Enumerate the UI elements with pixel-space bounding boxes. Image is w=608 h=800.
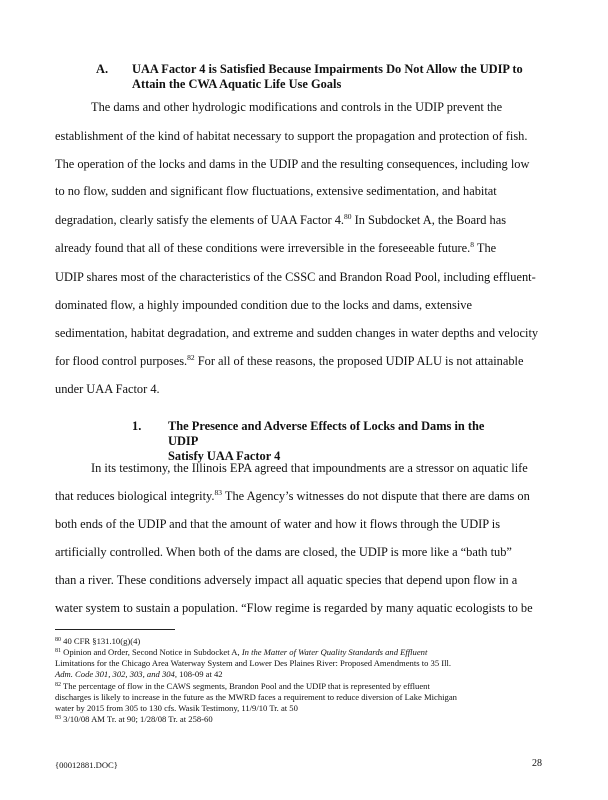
text-segment: that reduces biological integrity. — [55, 489, 215, 503]
footnote-text-italic: Limitations for the Chicago Area Waterway System and Lower Des Plaines River: Proposed Amendments to 35 Ill. — [55, 658, 452, 668]
footnote-80 — [55, 636, 140, 646]
text-segment: In Subdocket A, the Board has — [351, 213, 507, 227]
text-line: under UAA Factor 4. — [55, 382, 160, 396]
footnote-text: Opinion and Order, Second Notice in Subdocket A, — [61, 647, 242, 657]
section-number: A. — [96, 62, 109, 76]
page-number: 28 — [532, 758, 542, 769]
text-line: establishment of the kind of habitat necessary to support the propagation and protection of fish. — [55, 129, 528, 143]
section-title-line: Attain the CWA Aquatic Life Use Goals — [132, 77, 342, 91]
footnote-mark: 80 — [55, 637, 61, 643]
text-line: than a river. These conditions adversely impact all aquatic species that depend upon flow in a — [55, 573, 518, 587]
text-line: dominated flow, a highly impounded condition due to the locks and dams, extensive — [55, 298, 472, 312]
text-line: to no flow, sudden and significant flow fluctuations, extensive sedimentation, and habitat — [55, 184, 497, 198]
text-segment: already found that all of these conditions were irreversible in the foreseeable future. — [55, 241, 471, 255]
text-line: water system to sustain a population. “Flow regime is regarded by many aquatic ecologists to be — [55, 601, 533, 615]
subsection-number: 1. — [132, 419, 142, 433]
text-line: The operation of the locks and dams in the UDIP and the resulting consequences, including low — [55, 157, 530, 171]
footnote-text: , 108-09 at 42 — [174, 669, 223, 679]
text-line: UDIP shares most of the characteristics of the CSSC and Brandon Road Pool, including effluent- — [55, 270, 536, 284]
footnote-text-italic: In the Matter of Water Quality Standards and Effluent — [241, 647, 428, 657]
subsection-title-line: Satisfy UAA Factor 4 — [168, 449, 281, 463]
footnote-text: The percentage of flow in the CAWS segments, Brandon Pool and the UDIP that is represented by effluent — [61, 681, 430, 691]
footnote-text: 3/10/08 AM Tr. at 90; 1/28/08 Tr. at 258-60 — [61, 714, 213, 724]
footnote-text: water by 2015 from 305 to 130 cfs. Wasik Testimony, 11/9/10 Tr. at 50 — [55, 703, 298, 713]
text-line — [55, 241, 496, 255]
footnote-mark: 83 — [55, 715, 61, 721]
footnote-mark: 81 — [55, 648, 61, 654]
footnote-83 — [55, 714, 213, 724]
subsection-title-line: The Presence and Adverse Effects of Locks and Dams in the UDIP — [168, 419, 485, 448]
text-segment: The — [474, 241, 497, 255]
footnote-text — [55, 669, 223, 679]
text-line: The dams and other hydrologic modifications and controls in the UDIP prevent the — [91, 100, 503, 114]
text-line: artificially controlled. When both of the dams are closed, the UDIP is more like a “bath tub” — [55, 545, 512, 559]
text-segment: for flood control purposes. — [55, 354, 188, 368]
footnote-text: discharges is likely to increase in the future as the MWRD faces a requirement to reduce diversion of Lake Michigan — [55, 692, 457, 702]
footnote-81 — [55, 647, 427, 657]
footnote-82 — [55, 681, 430, 691]
text-line: both ends of the UDIP and that the amount of water and how it flows through the UDIP is — [55, 517, 501, 531]
footnote-text-italic: Adm. Code 301, 302, 303, and 304 — [55, 669, 175, 679]
text-segment: The Agency’s witnesses do not dispute that there are dams on — [222, 489, 530, 503]
text-line: sedimentation, habitat degradation, and extreme and sudden changes in water depths and velocity — [55, 326, 539, 340]
text-line — [55, 489, 530, 503]
text-segment: degradation, clearly satisfy the elements of UAA Factor 4. — [55, 213, 345, 227]
text-line — [55, 354, 524, 368]
text-line: In its testimony, the Illinois EPA agreed that impoundments are a stressor on aquatic life — [91, 461, 528, 475]
footnote-ref[interactable]: 82 — [187, 353, 195, 362]
document-id: {00012881.DOC} — [55, 760, 118, 770]
text-line — [55, 213, 506, 227]
footnote-ref[interactable]: 80 — [344, 212, 352, 221]
text-segment: For all of these reasons, the proposed UDIP ALU is not attainable — [194, 354, 524, 368]
footnote-separator — [55, 629, 175, 630]
footnote-mark: 82 — [55, 682, 61, 688]
footnote-ref[interactable]: 83 — [214, 488, 223, 497]
section-title-line: UAA Factor 4 is Satisfied Because Impairments Do Not Allow the UDIP to — [132, 62, 523, 76]
footnote-ref[interactable]: 8 — [470, 240, 475, 249]
footnote-text: 40 CFR §131.10(g)(4) — [61, 636, 141, 646]
